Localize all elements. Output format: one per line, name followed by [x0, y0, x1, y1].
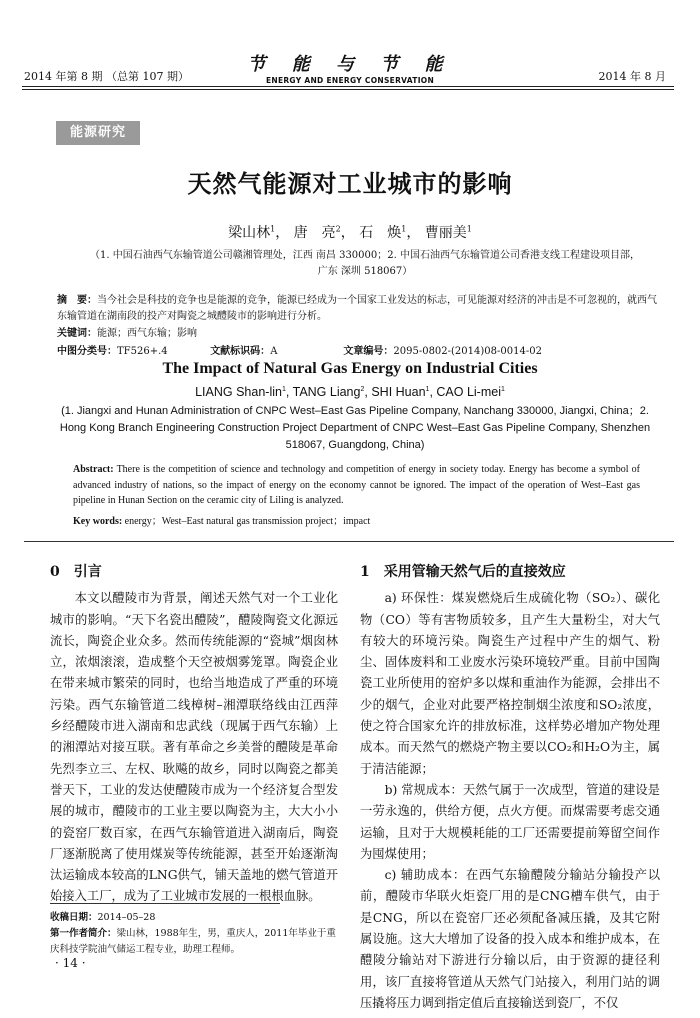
doc-code-label: 文献标识码：	[210, 346, 271, 357]
author-sup: 1	[466, 224, 472, 234]
author-en: TANG Liang	[292, 385, 361, 399]
page-number: · 14 ·	[55, 956, 86, 970]
clc-value: TF526+.4	[117, 346, 168, 357]
journal-title-zh: 节 能 与 节 能	[247, 54, 453, 75]
authors-en: LIANG Shan-lin$^1$, TANG Liang$^2$, SHI Huan$^1$, CAO Li-mei$^1$	[195, 385, 505, 399]
keywords-en-text: energy；West–East natural gas transmission project；impact	[124, 516, 371, 527]
author-zh: 石 焕	[359, 225, 402, 241]
article-title-en: The Impact of Natural Gas Energy on Industrial Cities	[162, 360, 538, 377]
received-date	[50, 910, 340, 926]
abstract-en	[73, 462, 640, 509]
author-sup: 1	[281, 385, 286, 393]
abstract-zh-label: 摘 要：	[57, 295, 97, 306]
paragraph-a: a) 环保性：煤炭燃烧后生成硫化物（SO₂）、碳化物（CO）等有害物质较多，且产生大量粉尘，对大气有较大的环境污染。陶瓷生产过程中产生的烟气、粉尘、固体废料和工业废水污染环境较严重。目前中国陶瓷工业所使用的窑炉多以煤和重油作为能源，会排出不少的烟气，企业对此要严格控制烟尘浓度和SO₂浓度，使之符合国家允许的排放标准，这样势必增加产物处理成本。而天然气的燃烧产物主要以CO₂和H₂O为主，属于清洁能源；	[360, 591, 660, 776]
abstract-en-label: Abstract:	[73, 464, 114, 475]
header-rule	[22, 86, 674, 87]
author-en: CAO Li-mei	[436, 385, 501, 399]
section-title: 引言	[73, 564, 102, 580]
author-bio	[50, 926, 340, 958]
affiliation-zh	[70, 248, 660, 280]
article-no-label: 文章编号：	[343, 346, 394, 357]
header-rule-thin	[22, 89, 674, 90]
issue-info: 2014 年第 8 期 （总第 107 期）	[24, 70, 189, 83]
section-title: 采用管输天然气后的直接效应	[383, 564, 566, 580]
keywords-zh-text: 能源；西气东输；影响	[97, 328, 197, 339]
right-column	[360, 562, 660, 1014]
author-en: LIANG Shan-lin	[195, 385, 282, 399]
section-heading	[360, 562, 660, 583]
journal-masthead	[0, 50, 700, 85]
abstract-en-text: There is the competition of science and technology and competition of energy in society today. Energy has become a symbol of advanced industry of nations, so the impact of energy on the economy cannot be ignored. The impact of the operation of West–East gas pipeline in Hunan Section on the ceramic city of Liling is analyzed.	[73, 464, 640, 506]
author-sup: 2	[360, 385, 365, 393]
received-value: 2014–05–28	[97, 912, 156, 923]
author-en: SHI Huan	[371, 385, 426, 399]
author-sup: 1	[425, 385, 430, 393]
journal-title-en: ENERGY AND ENERGY CONSERVATION	[265, 76, 435, 85]
keywords-zh-label: 关键词：	[57, 328, 97, 339]
affiliation-zh-line1: （1. 中国石油西气东输管道公司赣湘管理处，江西 南昌 330000；2. 中国石油西气东输管道公司香港支线工程建设项目部，	[90, 250, 640, 261]
affiliation-zh-line2: 广东 深圳 518067）	[317, 266, 413, 277]
author-sup: 1	[270, 224, 276, 234]
article-title-zh: 天然气能源对工业城市的影响	[187, 169, 513, 198]
paragraph-b: b) 常规成本：天然气属于一次成型，管道的建设是一劳永逸的，供给方便，点火方便。而煤需要考虑交通运输，且对于大规模耗能的工厂还需要提前筹留空间作为囤煤使用；	[360, 782, 660, 861]
article-no-value: 2095-0802-(2014)08-0014-02	[393, 346, 542, 357]
author-sup: 1	[500, 385, 505, 393]
keywords-zh	[57, 324, 197, 339]
author-zh: 梁山林	[228, 225, 271, 241]
keywords-en	[73, 512, 640, 527]
keywords-en-label: Key words:	[73, 516, 123, 527]
abstract-zh-text: 当今社会是科技的竞争也是能源的竞争，能源已经成为一个国家工业发达的标志，可见能源对经济的冲击是不可忽视的，就西气东输管道在湖南段的投产对陶瓷之城醴陵市的影响进行分析。	[57, 295, 657, 322]
footnote-rule	[50, 903, 280, 904]
section-number: 0	[50, 564, 60, 580]
received-label: 收稿日期：	[50, 912, 98, 923]
doc-code-value: A	[270, 346, 278, 357]
column-tag: 能源研究	[56, 121, 140, 145]
author-zh: 唐 亮	[293, 225, 336, 241]
author-bio-text: 梁山林，1988年生，男，重庆人，2011年毕业于重庆科技学院油气储运工程专业，助理工程师。	[50, 928, 336, 955]
abstract-separator	[24, 541, 674, 542]
author-sup: 2	[335, 224, 341, 234]
paragraph-c: c) 辅助成本：在西气东输醴陵分输站分输投产以前，醴陵市华联火炬瓷厂用的是CNG槽车供气，由于是CNG，所以在瓷窑厂还必须配备减压撬，及其它附属设施。这大大增加了设备的投入成本和维护成本，在醴陵分输站对下游进行分输以后，由于资源的捷径利用，该厂直接将管道从天然气门站接入，利用门站的调压撬将压力调到指定值后直接输送到瓷厂，不仅	[360, 868, 660, 1010]
classification-line	[57, 342, 617, 357]
author-zh: 曹丽美	[424, 225, 467, 241]
affiliation-en: (1. Jiangxi and Hunan Administration of CNPC West–East Gas Pipeline Company, Nanchang 330000, Jiangxi, China；2. Hong Kong Branch Engineering Construction Project Department of CNPC West–East Gas Pipeline Company, Shenzhen 518067, Guangdong, China)	[59, 405, 651, 451]
section-number: 1	[360, 564, 370, 580]
clc-label: 中图分类号：	[57, 346, 117, 357]
author-sup: 1	[401, 224, 407, 234]
section-heading	[50, 562, 338, 583]
intro-paragraph: 本文以醴陵市为背景，阐述天然气对一个工业化城市的影响。“天下名瓷出醴陵”，醴陵陶瓷文化源远流长，陶瓷企业众多。然而传统能源的“瓷城”烟囱林立，浓烟滚滚，造成整个天空被烟雾笼罩。陶瓷企业在带来城市繁荣的同时，也给当地造成了严重的环境污染。西气东输管道二线樟树–湘潭联络线由江西萍乡经醴陵市进入湖南和忠武线（现属于西气东输）上的湘潭站对接互联。著有革命之乡美誉的醴陵是革命先烈李立三、左权、耿飚的故乡，同时以陶瓷之都美誉天下，工业的发达使醴陵市成为一个经济复合型发展的城市，醴陵市的工业主要以陶瓷为主，大大小小的瓷窑厂数百家，在西气东输管道进入湖南后，陶瓷厂逐渐脱离了使用煤炭等传统能源，甚至开始逐渐淘汰运输成本较高的LNG供气，铺天盖地的燃气管道开始接入工厂，成为了工业城市发展的一根根血脉。	[50, 591, 338, 904]
left-column	[50, 562, 338, 908]
author-bio-label: 第一作者简介：	[50, 928, 117, 939]
issue-date: 2014 年 8 月	[598, 70, 666, 83]
authors-zh: 梁山林$^1$， 唐 亮$^2$， 石 焕$^1$， 曹丽美$^1$	[228, 224, 472, 241]
abstract-zh	[57, 293, 660, 325]
